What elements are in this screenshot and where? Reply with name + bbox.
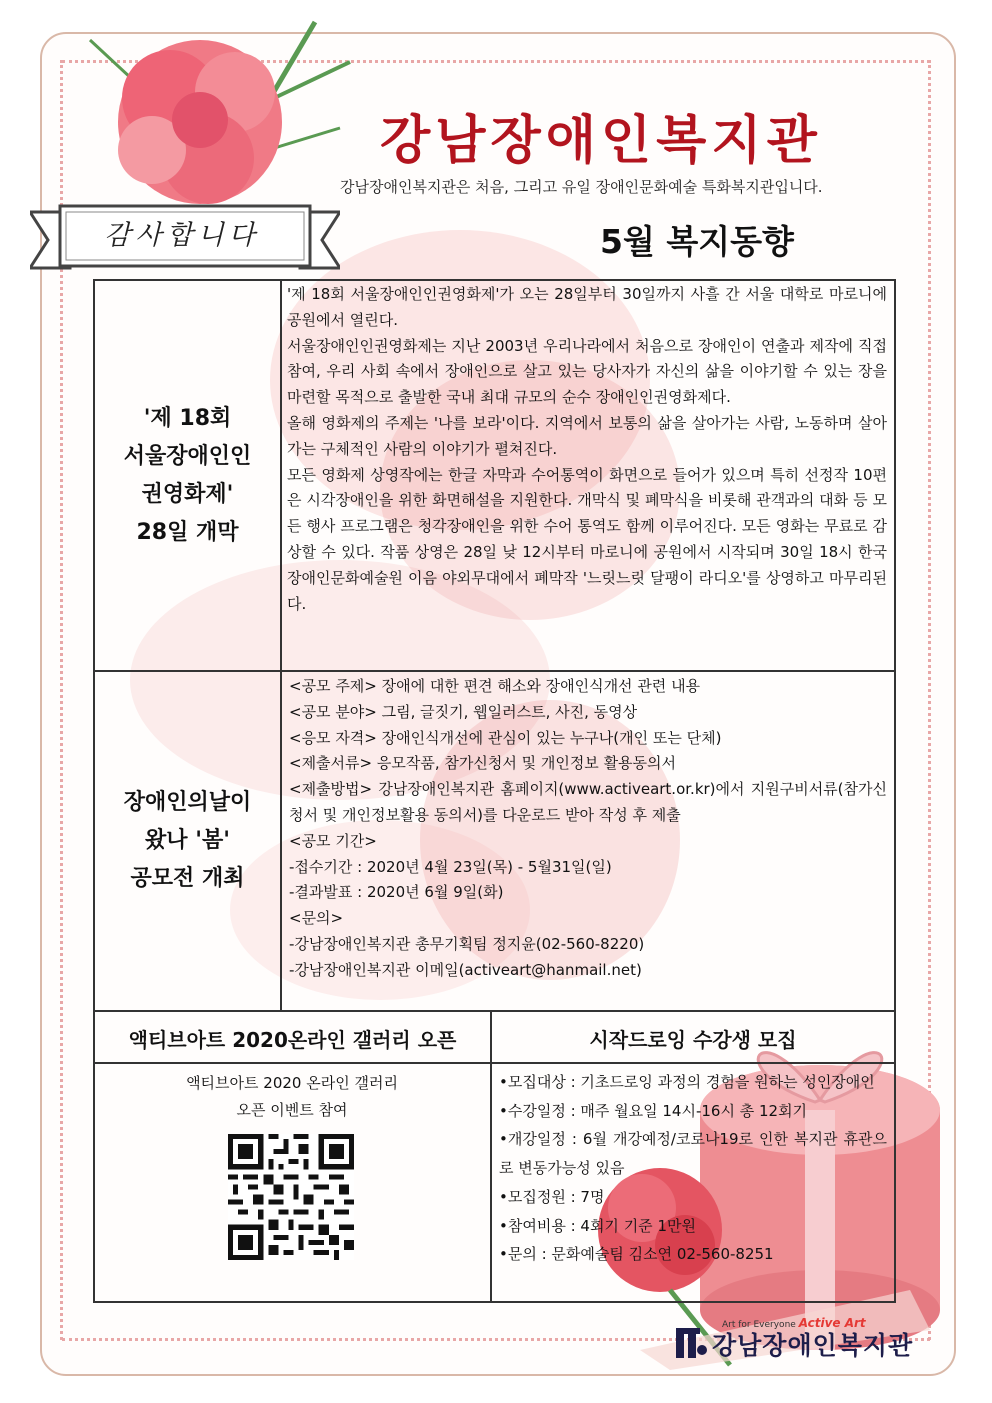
contest-line-field: <공모 분야> 그림, 글짓기, 웹일러스트, 사진, 동영상 <box>289 702 638 721</box>
film-festival-heading <box>95 281 280 670</box>
section2-divider <box>280 670 282 1012</box>
logo-org-name: 강남장애인복지관 <box>712 1331 914 1360</box>
drawing-class-start: •개강일정 : 6월 개강예정/코로나19로 인한 복지관 휴관으로 변동가능성 있음 <box>499 1130 887 1178</box>
contest-heading <box>95 672 280 1010</box>
gallery-body <box>96 1070 488 1124</box>
org-subtitle: 강남장애인복지관은 처음, 그리고 유일 장애인문화예술 특화복지관입니다. <box>340 178 823 196</box>
contest-line-result-date: -결과발표 : 2020년 6월 9일(화) <box>289 883 504 902</box>
thanks-ribbon-label: 감사합니다 <box>104 220 260 251</box>
contest-line-submission-period: -접수기간 : 2020년 4월 23일(목) - 5월31일(일) <box>289 857 612 876</box>
drawing-class-caption: 시작드로잉 수강생 모집 <box>589 1027 797 1052</box>
contest-line-theme: <공모 주제> 장애에 대한 편견 해소와 장애인식개선 관련 내용 <box>289 677 701 695</box>
org-title: 강남장애인복지관 <box>380 110 822 171</box>
film-festival-paragraph-1: '제 18회 서울장애인인권영화제'가 오는 28일부터 30일까지 사흘 간 서울 대학로 마로니에공원에서 열린다. <box>287 285 887 329</box>
film-festival-paragraph-4: 모든 영화제 상영작에는 한글 자막과 수어통역이 화면으로 들어가 있으며 특히 선정작 10편은 시각장애인을 위한 화면해설을 지원한다. 개막식 및 폐막식을 비롯해 관객과의 대화 등 모든 행사 프로그램은 청각장애인을 위한 수어 통역도 함께 이루어진다. 모든 영화는 무료로 감상할 수 있다. 작품 상영은 28일 낮 12시부터 마로니에 공원에서 시작되며 30일 18시 한국장애인문화예술원 이음 야외무대에서 폐막작 '느릿느릿 달팽이 라디오'를 상영하고 마무리된다. <box>287 465 887 613</box>
contest-line-documents: <제출서류> 응모작품, 참가신청서 및 개인정보 활용동의서 <box>289 754 677 773</box>
contest-line-method: <제출방법> 강남장애인복지관 홈페이지(www.activeart.or.kr)에서 지원구비서류(참가신청서 및 개인정보활용 동의서)를 다운로드 받아 작성 후 제출 <box>289 780 887 824</box>
gallery-line-2: 오픈 이벤트 참여 <box>236 1101 348 1119</box>
film-festival-heading-line-1: '제 18회 <box>143 405 232 431</box>
contest-line-period-label: <공모 기간> <box>289 831 377 850</box>
contest-heading-line-3: 공모전 개최 <box>130 866 245 891</box>
logo-tagline-text: Art for Everyone <box>722 1320 796 1330</box>
contest-heading-line-1: 장애인의날이 <box>123 790 252 815</box>
film-festival-heading-line-3: 권영화제' <box>141 481 234 507</box>
gallery-qr-code[interactable] <box>228 1134 354 1260</box>
contest-body <box>289 674 887 984</box>
section3-caption-divider <box>93 1062 896 1064</box>
film-festival-heading-line-4: 28일 개막 <box>136 519 239 545</box>
carnation-top-left-illustration <box>60 10 360 225</box>
month-title: 5월 복지동향 <box>600 222 794 261</box>
drawing-class-target: •모집대상 : 기초드로잉 과정의 경험을 원하는 성인장애인 <box>499 1073 875 1091</box>
contest-line-eligibility: <응모 자격> 장애인식개선에 관심이 있는 누구나(개인 또는 단체) <box>289 728 722 747</box>
logo-brand: Active Art <box>798 1316 866 1330</box>
org-logo-icon <box>674 1324 708 1362</box>
film-festival-heading-line-2: 서울장애인인 <box>123 443 252 469</box>
contest-heading-line-2: 왔나 '봄' <box>145 828 230 853</box>
drawing-class-capacity: •모집정원 : 7명 <box>499 1187 605 1206</box>
contest-line-inquiry-phone: -강남장애인복지관 총무기획팀 정지윤(02-560-8220) <box>289 934 645 953</box>
drawing-class-schedule: •수강일정 : 매주 월요일 14시-16시 총 12회기 <box>499 1101 808 1120</box>
drawing-class-contact: •문의 : 문화예술팀 김소연 02-560-8251 <box>499 1245 774 1264</box>
film-festival-paragraph-2: 서울장애인인권영화제는 지난 2003년 우리나라에서 처음으로 장애인이 연출과 제작에 직접 참여, 우리 사회 속에서 장애인으로 살고 있는 당사자가 자신의 삶을 이야기할 수 있는 장을 마련할 목적으로 출발한 국내 최대 규모의 순수 장애인인권영화제다. <box>287 336 887 407</box>
drawing-class-details <box>499 1068 887 1269</box>
drawing-class-fee: •참여비용 : 4회기 기준 1만원 <box>499 1216 696 1235</box>
gallery-line-1: 액티브아트 2020 온라인 갤러리 <box>186 1074 398 1092</box>
film-festival-body <box>287 282 887 617</box>
contest-line-inquiry-label: <문의> <box>289 909 344 928</box>
section1-divider <box>280 279 282 672</box>
contest-line-inquiry-email: -강남장애인복지관 이메일(activeart@hanmail.net) <box>289 960 642 979</box>
gallery-caption: 액티브아트 2020온라인 갤러리 오픈 <box>128 1027 457 1052</box>
film-festival-paragraph-3: 올해 영화제의 주제는 '나를 보라'이다. 지역에서 보통의 삶을 살아가는 사람, 노동하며 살아가는 구체적인 사람의 이야기가 펼쳐진다. <box>287 413 887 458</box>
